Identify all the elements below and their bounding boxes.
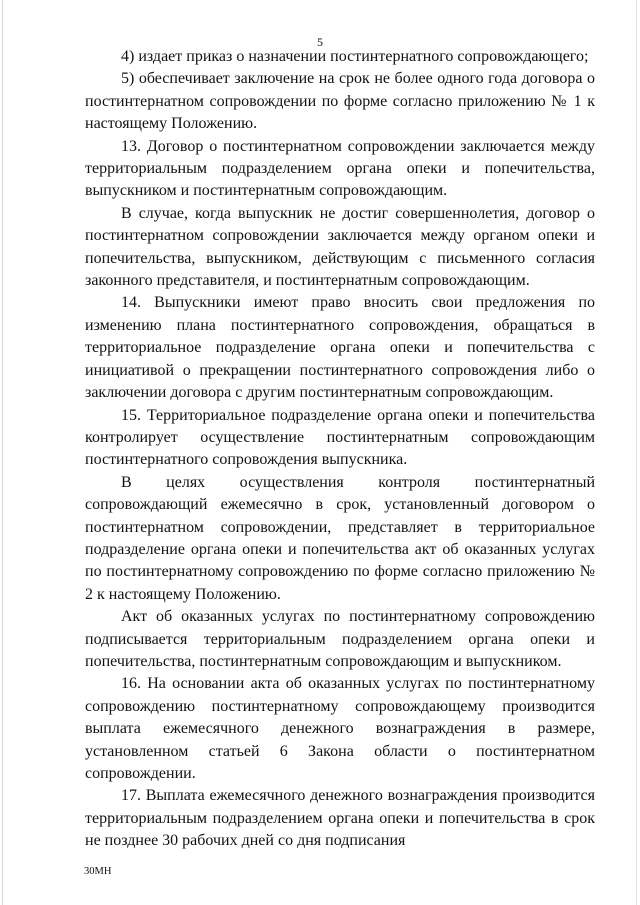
paragraph-item-5: 5) обеспечивает заключение на срок не более одного года договора о постинтернатном сопровождении по форме согласно приложению № 1 к настоящему Положению. — [85, 70, 595, 133]
paragraph-clause-15-control: В целях осуществления контроля постинтернатный сопровождающий ежемесячно в срок, установленный договором о постинтернатном сопровождении, представляет в территориальное подразделение органа опеки и попечительства акт об оказанных услугах по постинтернатному сопровождению по форме согласно приложению № 2 к настоящему Положению. — [85, 473, 595, 603]
paragraph-clause-13-minor: В случае, когда выпускник не достиг совершеннолетия, договор о постинтернатном сопровождении заключается между органом опеки и попечительства, выпускником, действующим с письменного согласия законного представителя, и постинтернатным сопровождающим. — [85, 204, 595, 290]
page-number: 5 — [317, 35, 323, 49]
paragraph-clause-14: 14. Выпускники имеют право вносить свои предложения по изменению плана постинтернатного сопровождения, обращаться в территориальное подразделение органа опеки и попечительства с инициативой о прекращении постинтернатного сопровождения либо о заключении договора с другим постинтернатным сопровождающим. — [85, 294, 595, 402]
paragraph-clause-16: 16. На основании акта об оказанных услугах по постинтернатному сопровождению постинтернатному сопровождающему производится выплата ежемесячного денежного вознаграждения в размере, установленном статьей 6 Закона области о постинтернатном сопровождении. — [85, 675, 595, 782]
paragraph-clause-17: 17. Выплата ежемесячного денежного вознаграждения производится территориальным подразделением органа опеки и попечительства в срок не позднее 30 рабочих дней со дня подписания — [85, 787, 595, 850]
paragraph-clause-15: 15. Территориальное подразделение органа опеки и попечительства контролирует осуществление постинтернатным сопровождающим постинтернатного сопровождения выпускника. — [85, 406, 595, 469]
paragraph-clause-13: 13. Договор о постинтернатном сопровождении заключается между территориальным подразделением органа опеки и попечительства, выпускником и постинтернатным сопровождающим. — [85, 137, 595, 200]
document-body — [85, 46, 595, 853]
paragraph-item-4: 4) издает приказ о назначении постинтернатного сопровождающего; — [121, 48, 589, 65]
paragraph-clause-15-act: Акт об оказанных услугах по постинтернатному сопровождению подписывается территориальным подразделением органа опеки и попечительства, постинтернатным сопровождающим и выпускником. — [85, 608, 595, 670]
footer-document-code: 30МН — [84, 866, 112, 877]
